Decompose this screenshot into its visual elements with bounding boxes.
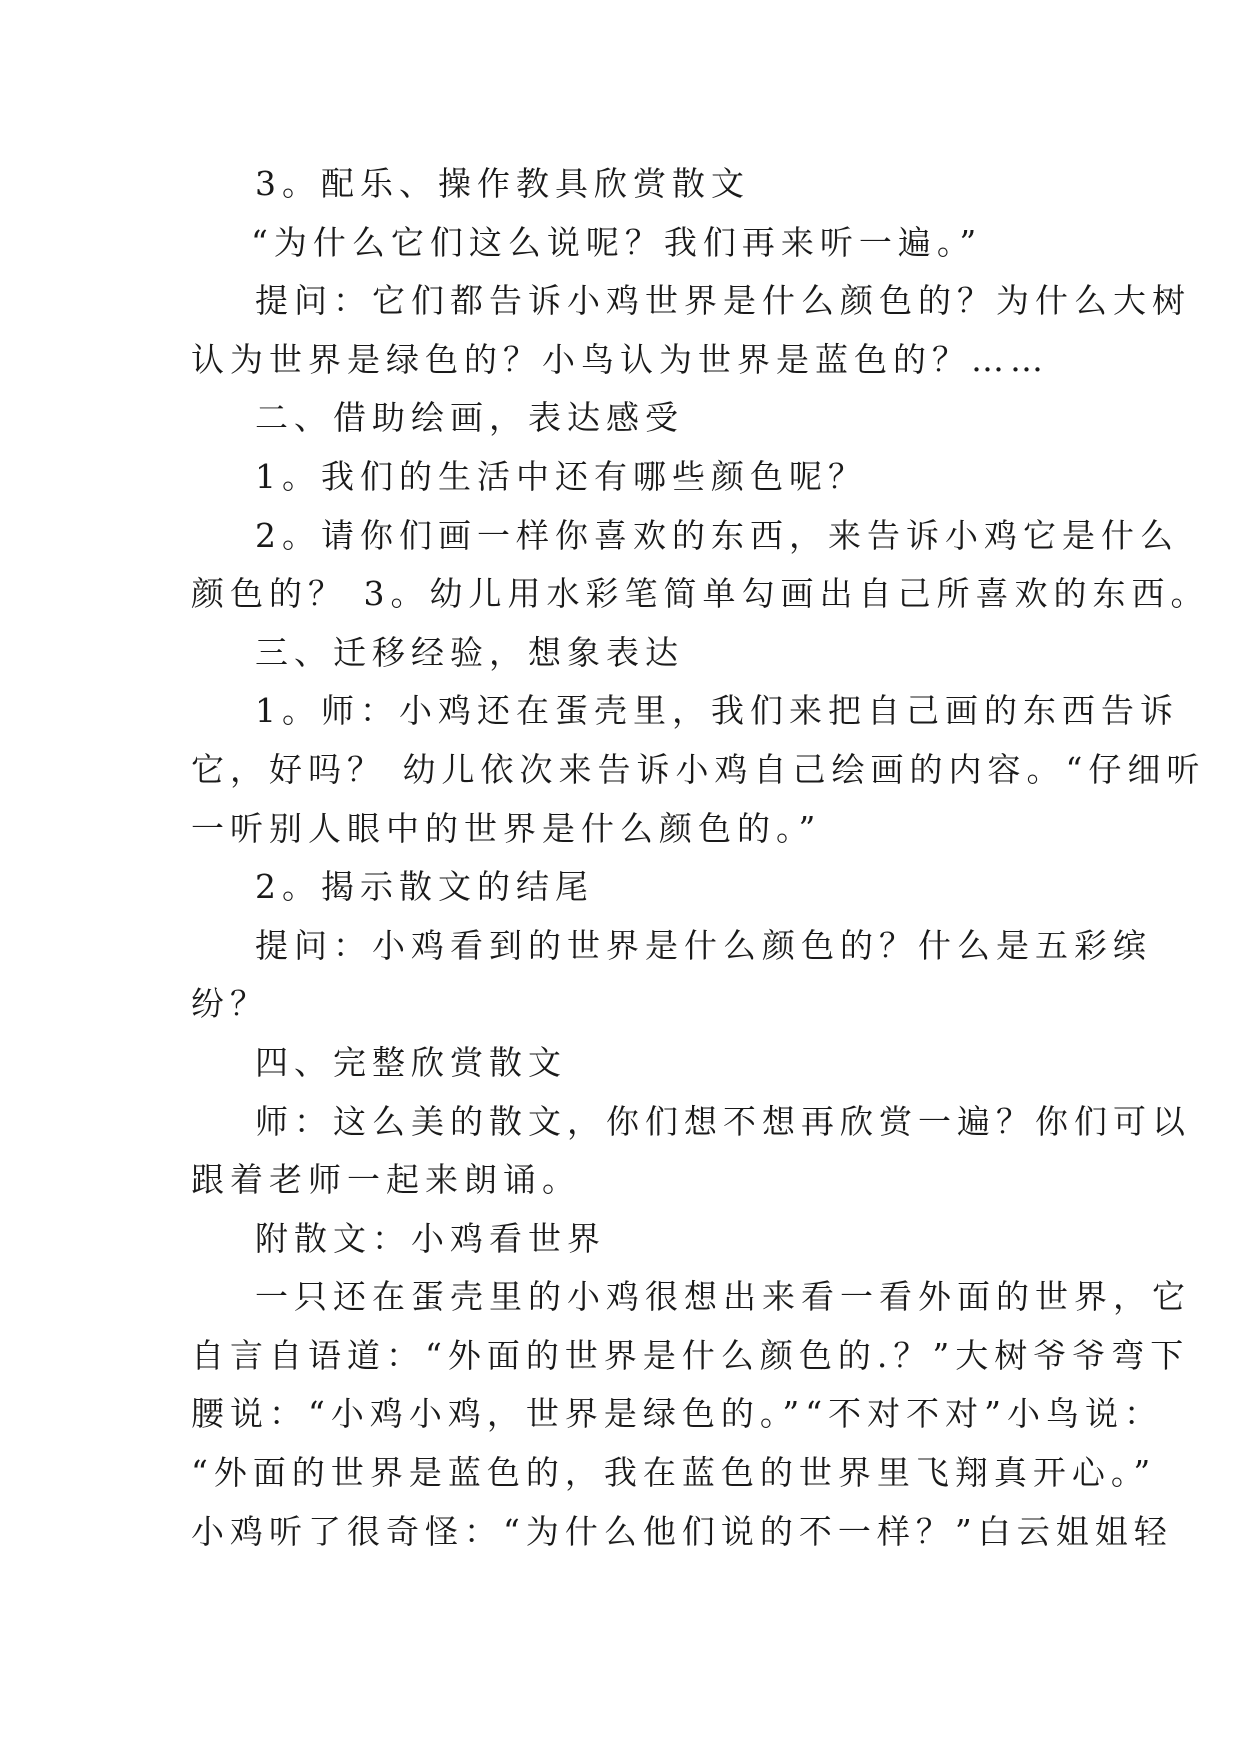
paragraph-line: 3。配乐、操作教具欣赏散文 xyxy=(255,164,750,203)
paragraph-line: 自言自语道：“外面的世界是什么颜色的.？”大树爷爷弯下 xyxy=(191,1335,1190,1375)
paragraph-line: 它，好吗？ 幼儿依次来告诉小鸡自己绘画的内容。“仔细听 xyxy=(191,749,1206,789)
document-body xyxy=(191,155,1210,1561)
paragraph-line: 颜色的？ 3。幼儿用水彩笔简单勾画出自己所喜欢的东西。 xyxy=(191,574,1210,614)
paragraph-line: 一听别人眼中的世界是什么颜色的。” xyxy=(191,808,822,848)
paragraph-line: 认为世界是绿色的？小鸟认为世界是蓝色的？…… xyxy=(191,339,1049,379)
paragraph-line: 1。我们的生活中还有哪些颜色呢？ xyxy=(255,456,867,496)
paragraph-line: 提问：它们都告诉小鸡世界是什么颜色的？为什么大树 xyxy=(255,281,1191,321)
paragraph-line: 腰说：“小鸡小鸡，世界是绿色的。”“不对不对”小鸟说： xyxy=(191,1394,1163,1434)
paragraph-line: 2。请你们画一样你喜欢的东西，来告诉小鸡它是什么 xyxy=(255,515,1179,555)
paragraph-line: 纷？ xyxy=(191,984,269,1024)
section-heading: 三、迁移经验，想象表达 xyxy=(255,632,684,672)
section-heading: 二、借助绘画，表达感受 xyxy=(255,398,684,438)
paragraph-line: “外面的世界是蓝色的，我在蓝色的世界里飞翔真开心。” xyxy=(191,1453,1157,1493)
paragraph-line: 一只还在蛋壳里的小鸡很想出来看一看外面的世界，它 xyxy=(255,1277,1191,1317)
paragraph-line: 小鸡听了很奇怪：“为什么他们说的不一样？”白云姐姐轻 xyxy=(191,1511,1173,1551)
paragraph-line: 提问：小鸡看到的世界是什么颜色的？什么是五彩缤 xyxy=(255,925,1152,965)
paragraph-line: 2。揭示散文的结尾 xyxy=(255,867,594,907)
paragraph-line: 1。师：小鸡还在蛋壳里，我们来把自己画的东西告诉 xyxy=(255,691,1179,731)
paragraph-line: 师：这么美的散文，你们想不想再欣赏一遍？你们可以 xyxy=(255,1101,1191,1141)
essay-title: 附散文：小鸡看世界 xyxy=(255,1218,606,1258)
paragraph-line: 跟着老师一起来朗诵。 xyxy=(191,1160,581,1200)
paragraph-line: “为什么它们这么说呢？我们再来听一遍。” xyxy=(251,222,983,262)
section-heading: 四、完整欣赏散文 xyxy=(255,1042,567,1082)
